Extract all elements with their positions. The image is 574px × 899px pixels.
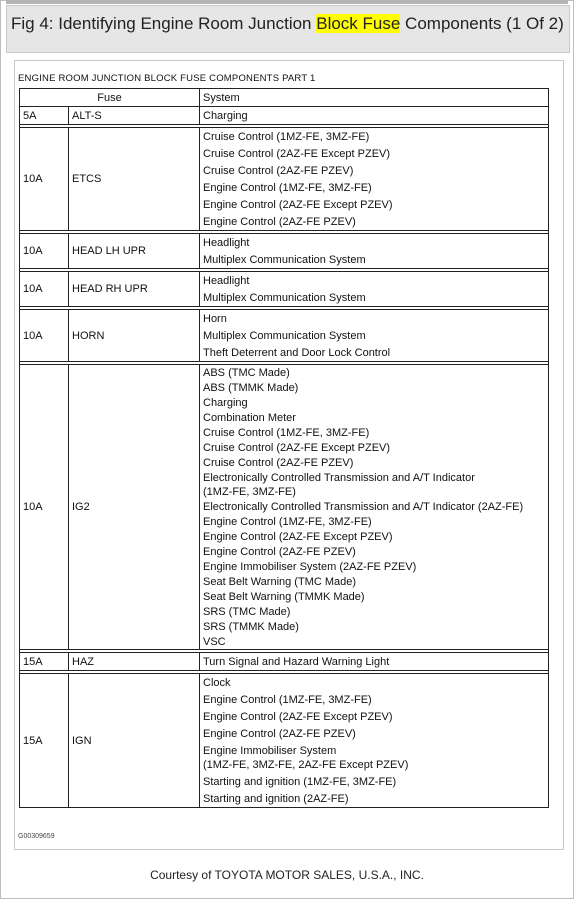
system-item: Engine Control (2AZ-FE PZEV)	[203, 728, 356, 740]
system-item: Multiplex Communication System	[203, 254, 366, 266]
system-item: Combination Meter	[203, 412, 296, 424]
system-item: Engine Control (2AZ-FE PZEV)	[203, 216, 356, 228]
table-row	[20, 107, 549, 125]
table-row	[20, 653, 549, 671]
fuse-amperage: 10A	[20, 310, 69, 362]
figure-title	[11, 6, 565, 33]
fuse-name: IGN	[69, 674, 200, 808]
scroll-top-bar	[6, 0, 568, 4]
system-item: Cruise Control (2AZ-FE Except PZEV)	[203, 442, 391, 454]
table-row	[20, 234, 549, 269]
fuse-amperage: 15A	[20, 653, 69, 671]
title-text-before: Fig 4: Identifying Engine Room Junction	[11, 14, 317, 33]
fuse-systems	[200, 674, 549, 808]
courtesy-credit: Courtesy of TOYOTA MOTOR SALES, U.S.A., INC.	[150, 868, 424, 882]
fuse-amperage: 10A	[20, 128, 69, 231]
system-item: Headlight	[203, 237, 250, 249]
figure-caption: ENGINE ROOM JUNCTION BLOCK FUSE COMPONENTS PART 1	[18, 73, 316, 84]
title-highlight: Block Fuse	[316, 14, 401, 33]
fuse-amperage: 10A	[20, 234, 69, 269]
fuse-systems	[200, 310, 549, 362]
system-item: Cruise Control (1MZ-FE, 3MZ-FE)	[203, 427, 370, 439]
fuse-amperage: 5A	[20, 107, 69, 125]
system-item: Engine Control (1MZ-FE, 3MZ-FE)	[203, 516, 372, 528]
fuse-systems	[200, 107, 549, 125]
system-item: Cruise Control (2AZ-FE Except PZEV)	[203, 148, 391, 160]
system-item: Horn	[203, 313, 227, 325]
system-item: Electronically Controlled Transmission and A/T Indicator (2AZ-FE)	[203, 501, 524, 513]
system-item: Cruise Control (2AZ-FE PZEV)	[203, 165, 354, 177]
system-item: Engine Control (1MZ-FE, 3MZ-FE)	[203, 182, 372, 194]
system-item: ABS (TMMK Made)	[203, 382, 299, 394]
fuse-name: ETCS	[69, 128, 200, 231]
table-row	[20, 128, 549, 231]
fuse-amperage: 10A	[20, 272, 69, 307]
fuse-name: HORN	[69, 310, 200, 362]
system-item: Cruise Control (2AZ-FE PZEV)	[203, 457, 354, 469]
system-item: Seat Belt Warning (TMC Made)	[203, 576, 357, 588]
fuse-name: HEAD LH UPR	[69, 234, 200, 269]
header-system: System	[200, 89, 549, 107]
system-item: Starting and ignition (2AZ-FE)	[203, 793, 349, 805]
title-text-after: Components (1 Of 2)	[400, 14, 564, 33]
system-item: ABS (TMC Made)	[203, 367, 290, 379]
table-row	[20, 365, 549, 650]
fuse-amperage: 15A	[20, 674, 69, 808]
system-item: Clock	[203, 677, 231, 689]
fuse-name: IG2	[69, 365, 200, 650]
system-item: Multiplex Communication System	[203, 330, 366, 342]
system-item: Engine Control (2AZ-FE Except PZEV)	[203, 199, 393, 211]
fuse-systems	[200, 272, 549, 307]
system-item: Electronically Controlled Transmission and A/T Indicator (1MZ-FE, 3MZ-FE)	[203, 472, 475, 498]
system-item: Starting and ignition (1MZ-FE, 3MZ-FE)	[203, 776, 397, 788]
fuse-amperage: 10A	[20, 365, 69, 650]
fuse-systems	[200, 365, 549, 650]
table-row	[20, 674, 549, 808]
header-fuse: Fuse	[20, 89, 200, 107]
system-item: Headlight	[203, 275, 250, 287]
system-item: Engine Control (2AZ-FE Except PZEV)	[203, 531, 393, 543]
system-item: Charging	[203, 110, 248, 122]
system-item: Engine Immobiliser System (2AZ-FE PZEV)	[203, 561, 417, 573]
fuse-name: HAZ	[69, 653, 200, 671]
figure-title-box	[6, 5, 570, 53]
fuse-name: HEAD RH UPR	[69, 272, 200, 307]
fuse-table	[19, 88, 549, 808]
system-item: Multiplex Communication System	[203, 292, 366, 304]
system-item: Engine Control (1MZ-FE, 3MZ-FE)	[203, 694, 372, 706]
system-item: SRS (TMC Made)	[203, 606, 291, 618]
table-header-row	[20, 89, 549, 107]
fuse-systems	[200, 653, 549, 671]
system-item: Charging	[203, 397, 248, 409]
system-item: SRS (TMMK Made)	[203, 621, 299, 633]
fuse-name: ALT-S	[69, 107, 200, 125]
fuse-systems	[200, 128, 549, 231]
table-row	[20, 272, 549, 307]
table-row	[20, 310, 549, 362]
system-item: Engine Control (2AZ-FE Except PZEV)	[203, 711, 393, 723]
system-item: VSC	[203, 636, 226, 648]
fuse-systems	[200, 234, 549, 269]
system-item: Engine Immobiliser System (1MZ-FE, 3MZ-FE, 2AZ-FE Except PZEV)	[203, 745, 409, 771]
figure-id: G00309659	[18, 833, 55, 840]
system-item: Seat Belt Warning (TMMK Made)	[203, 591, 365, 603]
fuse-table-body	[20, 107, 549, 808]
system-item: Theft Deterrent and Door Lock Control	[203, 347, 391, 359]
system-item: Engine Control (2AZ-FE PZEV)	[203, 546, 356, 558]
system-item: Turn Signal and Hazard Warning Light	[203, 656, 390, 668]
system-item: Cruise Control (1MZ-FE, 3MZ-FE)	[203, 131, 370, 143]
